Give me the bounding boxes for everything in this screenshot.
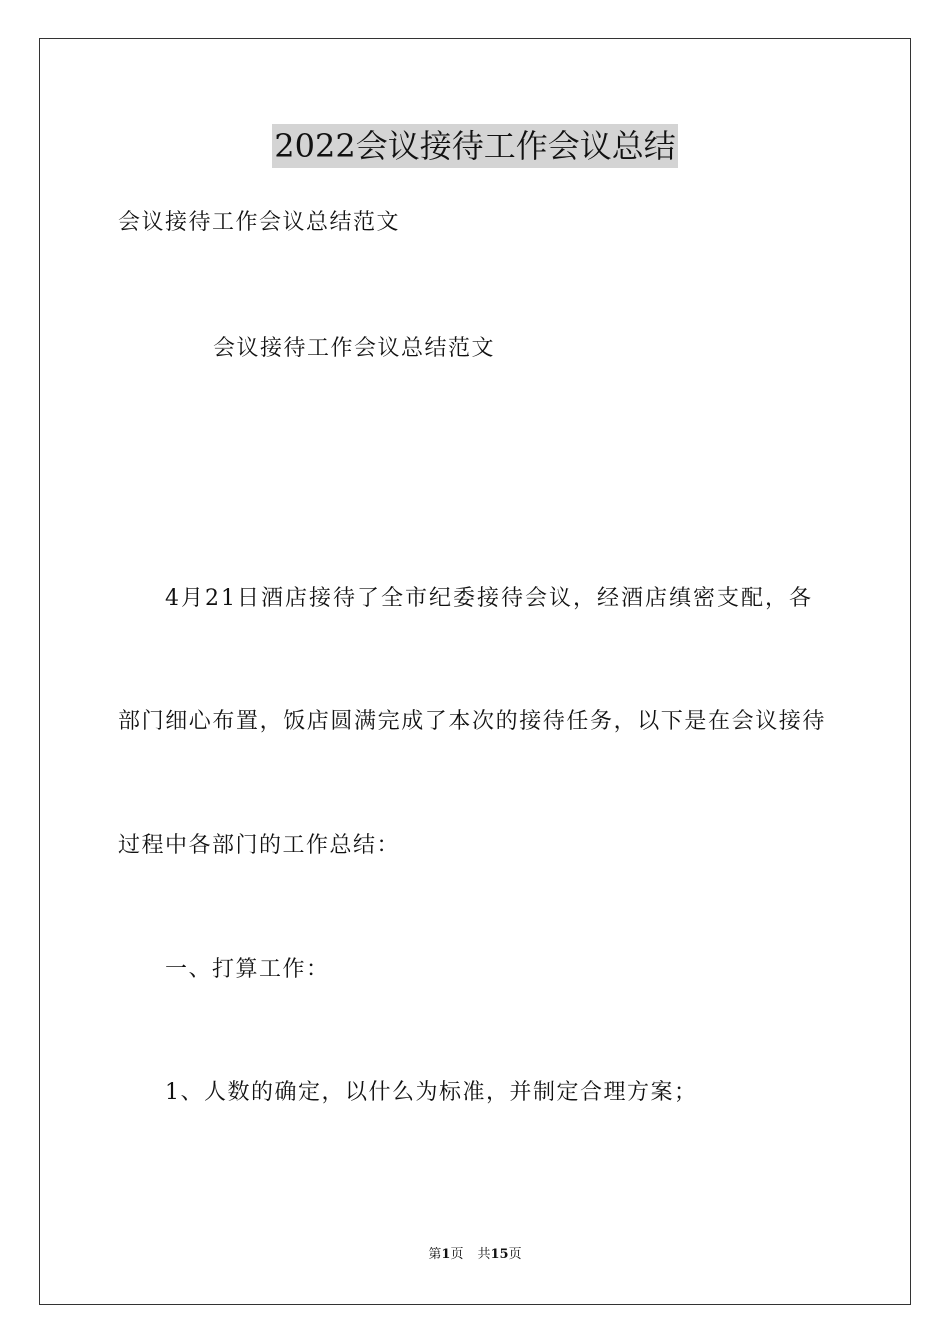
paragraph-line-3: 过程中各部门的工作总结：: [118, 833, 401, 858]
paragraph-line-1: 4月21日酒店接待了全市纪委接待会议，经酒店缜密支配，各: [165, 586, 813, 611]
footer-page-prefix: 第: [428, 1247, 442, 1262]
title-container: [0, 124, 950, 168]
footer-page-suffix: 页: [450, 1247, 464, 1262]
document-subtitle-indented: 会议接待工作会议总结范文: [213, 336, 496, 361]
paragraph-line-2: 部门细心布置，饭店圆满完成了本次的接待任务，以下是在会议接待: [118, 709, 827, 734]
footer-total-prefix: 共: [477, 1247, 491, 1262]
page-footer: [0, 1246, 950, 1264]
document-title: 2022会议接待工作会议总结: [272, 124, 677, 168]
footer-total-suffix: 页: [508, 1247, 522, 1262]
document-subtitle: 会议接待工作会议总结范文: [118, 210, 401, 235]
footer-total-pages: 15: [490, 1247, 509, 1262]
section-heading-preparation: 一、打算工作：: [165, 957, 330, 982]
list-item-1: 1、人数的确定，以什么为标准，并制定合理方案；: [165, 1080, 698, 1105]
footer-page-number: 1: [441, 1247, 451, 1262]
